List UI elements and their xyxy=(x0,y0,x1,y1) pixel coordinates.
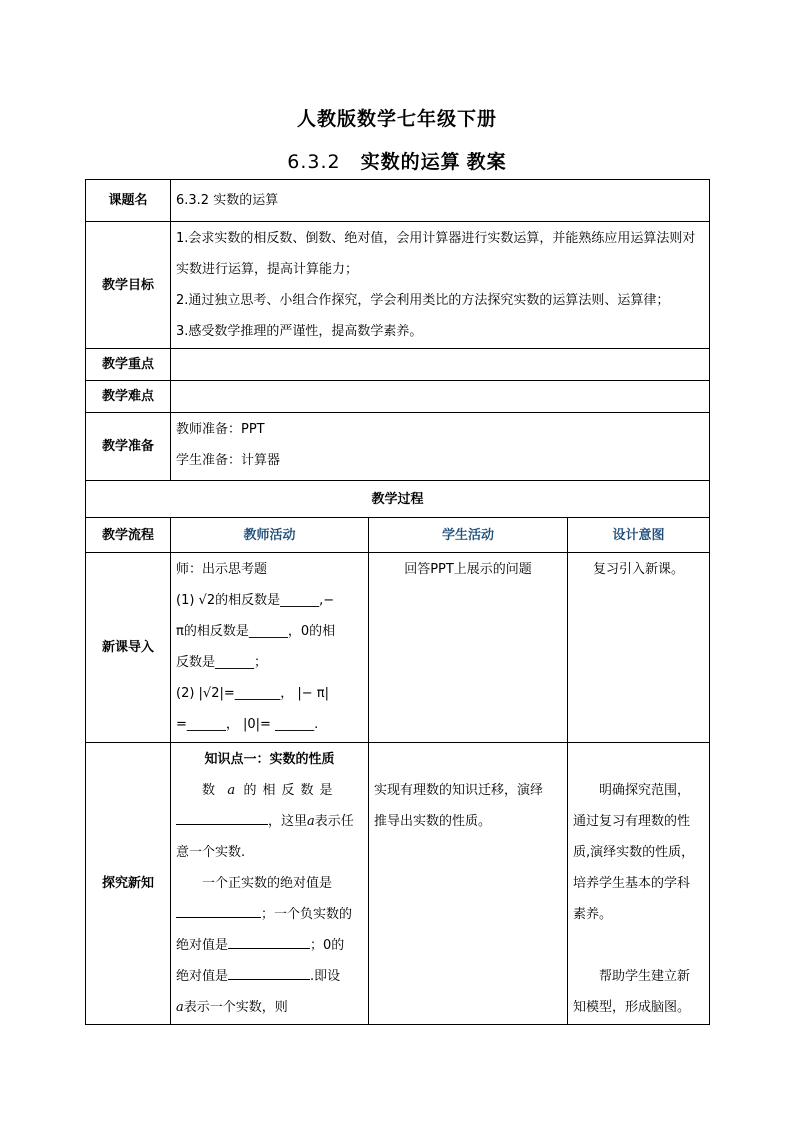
intro-teacher-line: π的相反数是______，0的相 xyxy=(176,624,336,639)
goals-label: 教学目标 xyxy=(86,222,171,349)
knowledge-point-title: 知识点一：实数的性质 xyxy=(204,752,335,767)
variable-a: a xyxy=(176,1000,184,1015)
document-title: 人教版数学七年级下册 xyxy=(296,108,497,130)
explore-row xyxy=(86,743,710,1025)
explore-teacher-line xyxy=(176,775,363,806)
key-points-value xyxy=(171,349,710,381)
design-intent-header: 设计意图 xyxy=(568,518,710,553)
prep-content xyxy=(171,413,710,481)
explore-teacher-line xyxy=(176,992,363,1023)
intro-teacher-line: =______， |0|= ______. xyxy=(176,717,319,732)
lesson-plan-table xyxy=(85,179,710,1025)
goals-row xyxy=(86,222,710,349)
key-points-row xyxy=(86,349,710,381)
lesson-doc-type: 教案 xyxy=(466,151,507,173)
teacher-prep: 教师准备：PPT xyxy=(176,422,265,437)
student-prep: 学生准备：计算器 xyxy=(176,453,281,468)
text-segment: 绝对值是 xyxy=(176,938,229,953)
topic-value: 6.3.2 实数的运算 xyxy=(171,180,710,222)
goals-content xyxy=(171,222,710,349)
goal-item: 2.通过独立思考、小组合作探究，学会利用类比的方法探究实数的运算法则、运算律； xyxy=(176,293,670,308)
topic-row xyxy=(86,180,710,222)
explore-student-line: 推导出实数的性质。 xyxy=(374,814,492,829)
explore-intent-line: 培养学生基本的学科 xyxy=(573,876,691,891)
goal-item: 1.会求实数的相反数、倒数、绝对值，会用计算器进行实数运算，并能熟练应用运算法则对实数进行运算，提高计算能力； xyxy=(176,231,696,277)
variable-a: a xyxy=(227,783,236,798)
teacher-activity-header: 教师活动 xyxy=(171,518,369,553)
intro-teacher-line: (1) √2的相反数是______,− xyxy=(176,593,335,608)
intro-design-intent: 复习引入新课。 xyxy=(568,553,710,743)
explore-design-intent xyxy=(568,743,710,1025)
fill-blank xyxy=(176,903,261,918)
key-points-label: 教学重点 xyxy=(86,349,171,381)
explore-intent-line: 通过复习有理数的性 xyxy=(573,814,691,829)
process-header-row xyxy=(86,518,710,553)
explore-intent-line: 明确探究范围， xyxy=(599,783,691,798)
intro-label: 新课导入 xyxy=(86,553,171,743)
flow-header: 教学流程 xyxy=(86,518,171,553)
explore-student-line: 实现有理数的知识迁移，演绎 xyxy=(374,783,544,798)
explore-intent-line: 帮助学生建立新 xyxy=(599,969,691,984)
explore-teacher-line: 意一个实数. xyxy=(176,845,246,860)
fill-blank xyxy=(228,965,310,980)
intro-teacher-line: 师：出示思考题 xyxy=(176,562,268,577)
topic-label: 课题名 xyxy=(86,180,171,222)
student-activity-header: 学生活动 xyxy=(369,518,568,553)
intro-student-activity: 回答PPT上展示的问题 xyxy=(369,553,568,743)
text-segment: 的相反数是 xyxy=(243,783,339,798)
intro-row xyxy=(86,553,710,743)
prep-row xyxy=(86,413,710,481)
explore-label: 探究新知 xyxy=(86,743,171,1025)
explore-student-activity xyxy=(369,743,568,1025)
text-segment: 表示任 xyxy=(314,814,354,829)
difficulties-row xyxy=(86,381,710,413)
process-title: 教学过程 xyxy=(86,481,710,518)
text-segment: 绝对值是 xyxy=(176,969,229,984)
explore-teacher-line: 一个正实数的绝对值是 xyxy=(202,876,333,891)
explore-intent-line: 素养。 xyxy=(573,907,613,922)
intro-teacher-line: 反数是______； xyxy=(176,655,268,670)
text-segment: 数 xyxy=(202,783,216,798)
explore-teacher-activity xyxy=(171,743,369,1025)
explore-teacher-line xyxy=(176,930,363,961)
fill-blank xyxy=(176,810,268,825)
difficulties-label: 教学难点 xyxy=(86,381,171,413)
text-segment: ；一个负实数的 xyxy=(261,907,353,922)
text-segment: .即设 xyxy=(310,969,341,984)
explore-teacher-line xyxy=(176,961,363,992)
difficulties-value xyxy=(171,381,710,413)
text-segment: 表示一个实数，则 xyxy=(183,1000,288,1015)
fill-blank xyxy=(228,934,310,949)
intro-teacher-activity xyxy=(171,553,369,743)
process-title-row xyxy=(86,481,710,518)
lesson-name: 实数的运算 xyxy=(360,151,461,173)
text-segment: ；0的 xyxy=(310,938,345,953)
explore-intent-line: 知模型，形成脑图。 xyxy=(573,1000,691,1015)
goal-item: 3.感受数学推理的严谨性，提高数学素养。 xyxy=(176,324,423,339)
lesson-title xyxy=(0,147,794,174)
explore-teacher-line xyxy=(176,806,363,837)
lesson-number: 6.3.2 xyxy=(287,151,341,173)
prep-label: 教学准备 xyxy=(86,413,171,481)
text-segment: ，这里 xyxy=(268,814,308,829)
intro-teacher-line: (2) |√2|=_______， |− π| xyxy=(176,686,329,701)
variable-a: a xyxy=(307,814,315,829)
explore-intent-line: 质,演绎实数的性质， xyxy=(573,845,695,860)
explore-teacher-line xyxy=(176,899,363,930)
